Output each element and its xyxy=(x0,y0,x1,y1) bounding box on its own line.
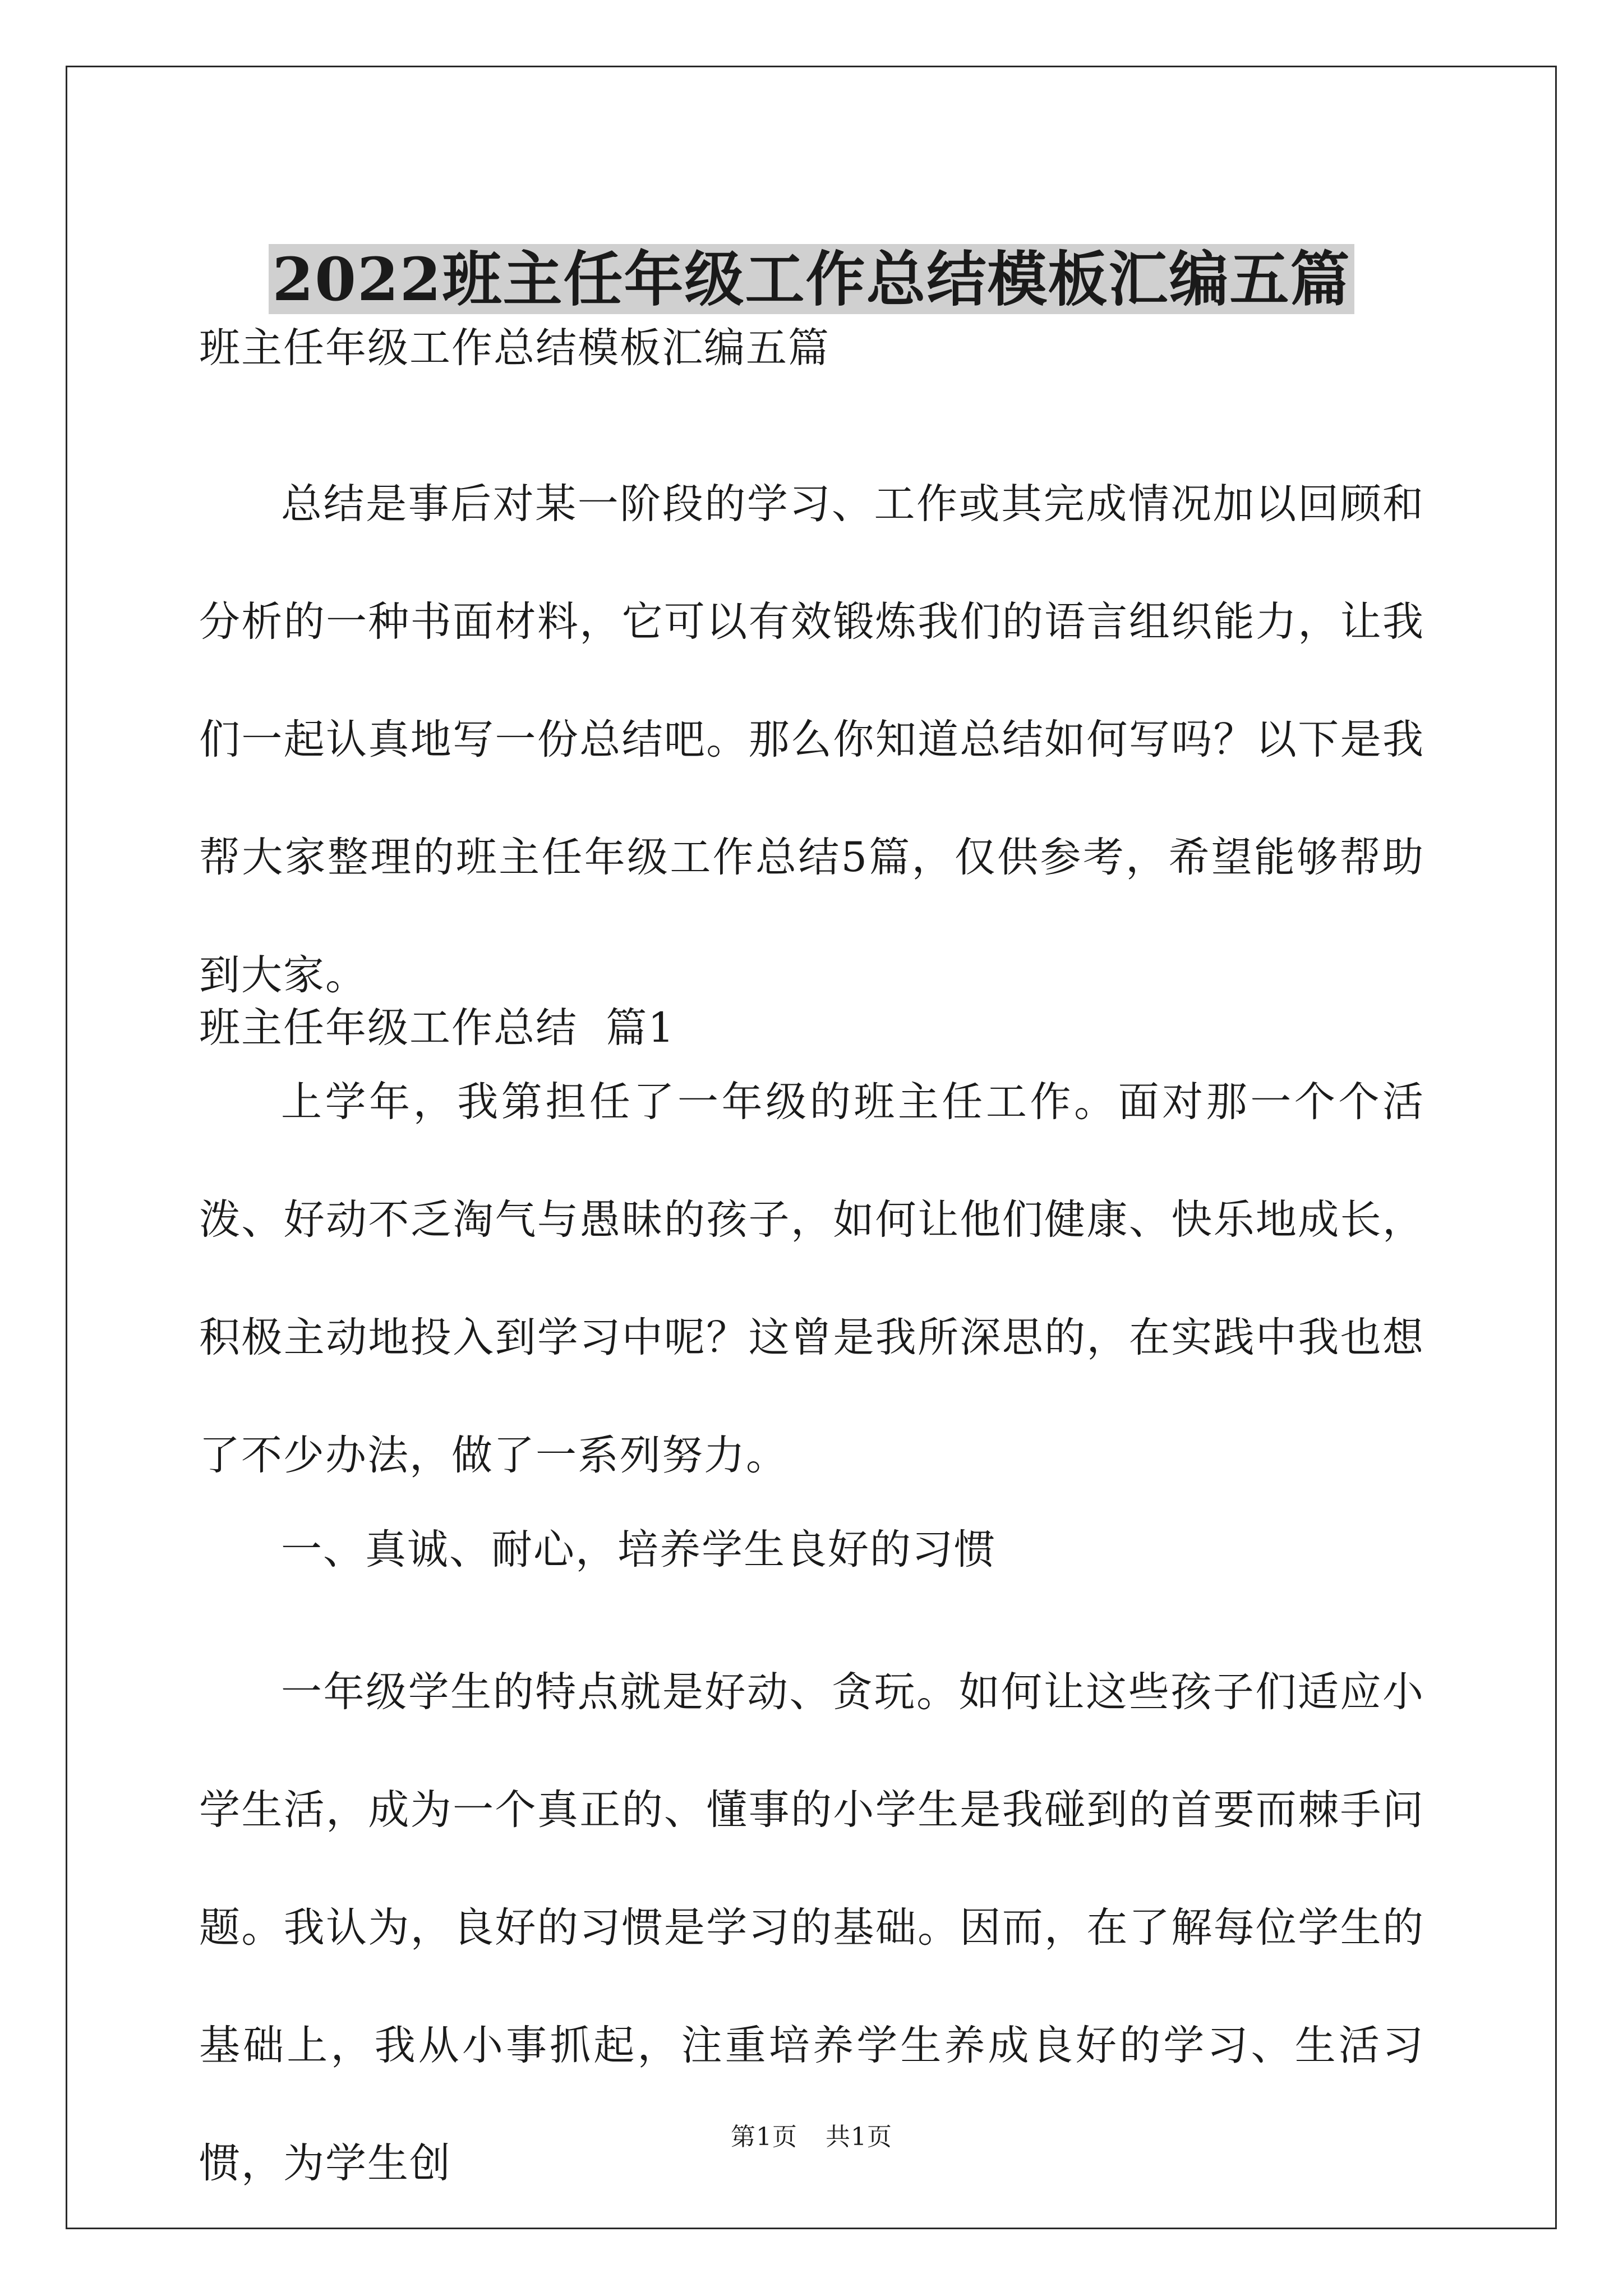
subsection-heading: 一、真诚、耐心，培养学生良好的习惯 xyxy=(281,1526,996,1573)
section-paragraph: 上学年，我第担任了一年级的班主任工作。面对那一个个活泼、好动不乏淘气与愚昧的孩子，如何让他们健康、快乐地成长，积极主动地投入到学习中呢？这曾是我所深思的，在实践中我也想了不少办法，做了一系列努力。 xyxy=(199,1078,1424,1479)
subsection-paragraph: 一年级学生的特点就是好动、贪玩。如何让这些孩子们适应小学生活，成为一个真正的、懂事的小学生是我碰到的首要而棘手问题。我认为，良好的习惯是学习的基础。因而，在了解每位学生的基础上，我从小事抓起，注重培养学生养成良好的学习、生活习惯，为学生创 xyxy=(199,1668,1424,2187)
page-footer xyxy=(0,2120,1623,2154)
intro-paragraph: 总结是事后对某一阶段的学习、工作或其完成情况加以回顾和分析的一种书面材料，它可以有效锻炼我们的语言组织能力，让我们一起认真地写一份总结吧。那么你知道总结如何写吗？以下是我帮大家整理的班主任年级工作总结5篇，仅供参考，希望能够帮助到大家。 xyxy=(199,480,1424,999)
section-heading: 班主任年级工作总结 篇1 xyxy=(199,1004,675,1052)
page-total: 共1页 xyxy=(826,2123,892,2151)
document-title xyxy=(0,237,1623,321)
document-subtitle: 班主任年级工作总结模板汇编五篇 xyxy=(199,324,830,372)
document-title-text: 2022班主任年级工作总结模板汇编五篇 xyxy=(269,244,1354,314)
page-number: 第1页 xyxy=(731,2123,797,2151)
